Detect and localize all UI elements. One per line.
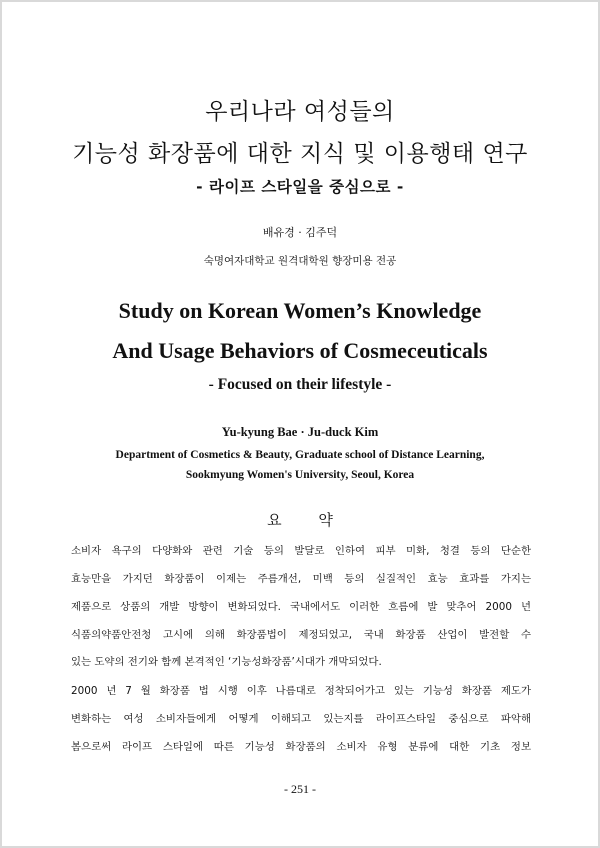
page-number: - 251 - bbox=[284, 782, 316, 796]
korean-subtitle: - 라이프 스타일을 중심으로 - bbox=[196, 178, 404, 196]
abstract-line: 효능만을 가지던 화장품이 이제는 주름개선, 미백 등의 실질적인 효능 효과를 가지는 bbox=[71, 573, 531, 585]
abstract-line: 소비자 욕구의 다양화와 관련 기술 등의 발달로 인하여 피부 미화, 청결 등의 단순한 bbox=[71, 545, 531, 557]
english-title-line-2: And Usage Behaviors of Cosmeceuticals bbox=[112, 338, 488, 363]
abstract-line: 2000 년 7 월 화장품 법 시행 이후 나름대로 정착되어가고 있는 기능성 화장품 제도가 bbox=[71, 685, 531, 697]
page-border-top bbox=[0, 0, 600, 2]
english-affiliation-line-2: Sookmyung Women's University, Seoul, Korea bbox=[185, 469, 415, 481]
english-authors: Yu-kyung Bae · Ju-duck Kim bbox=[221, 425, 379, 439]
abstract-line: 제품으로 상품의 개발 방향이 변화되었다. 국내에서도 이러한 흐름에 발 맞추어 2000 년 bbox=[71, 601, 531, 613]
page-border-left bbox=[0, 0, 2, 848]
english-subtitle: - Focused on their lifestyle - bbox=[208, 376, 392, 393]
korean-title-line-1: 우리나라 여성들의 bbox=[205, 99, 395, 125]
abstract-line: 식품의약품안전청 고시에 의해 화장품법이 제정되었고, 국내 화장품 산업이 발전할 수 bbox=[71, 629, 531, 641]
korean-affiliation: 숙명여자대학교 원격대학원 향장미용 전공 bbox=[203, 255, 397, 267]
abstract-heading: 요 약 bbox=[267, 511, 333, 529]
abstract-line: 봄으로써 라이프 스타일에 따른 기능성 화장품의 소비자 유형 분류에 대한 기초 정보 bbox=[71, 741, 531, 753]
abstract-line: 있는 도약의 전기와 함께 본격적인 ‘기능성화장품’시대가 개막되었다. bbox=[71, 656, 382, 668]
english-title-line-1: Study on Korean Women’s Knowledge bbox=[118, 298, 482, 323]
korean-authors: 배유경 · 김주덕 bbox=[262, 226, 338, 239]
english-affiliation-line-1: Department of Cosmetics & Beauty, Graduate school of Distance Learning, bbox=[115, 449, 485, 461]
abstract-line: 변화하는 여성 소비자들에게 어떻게 이해되고 있는지를 라이프스타일 중심으로 파악해 bbox=[71, 713, 531, 725]
korean-title-line-2: 기능성 화장품에 대한 지식 및 이용행태 연구 bbox=[72, 141, 528, 167]
